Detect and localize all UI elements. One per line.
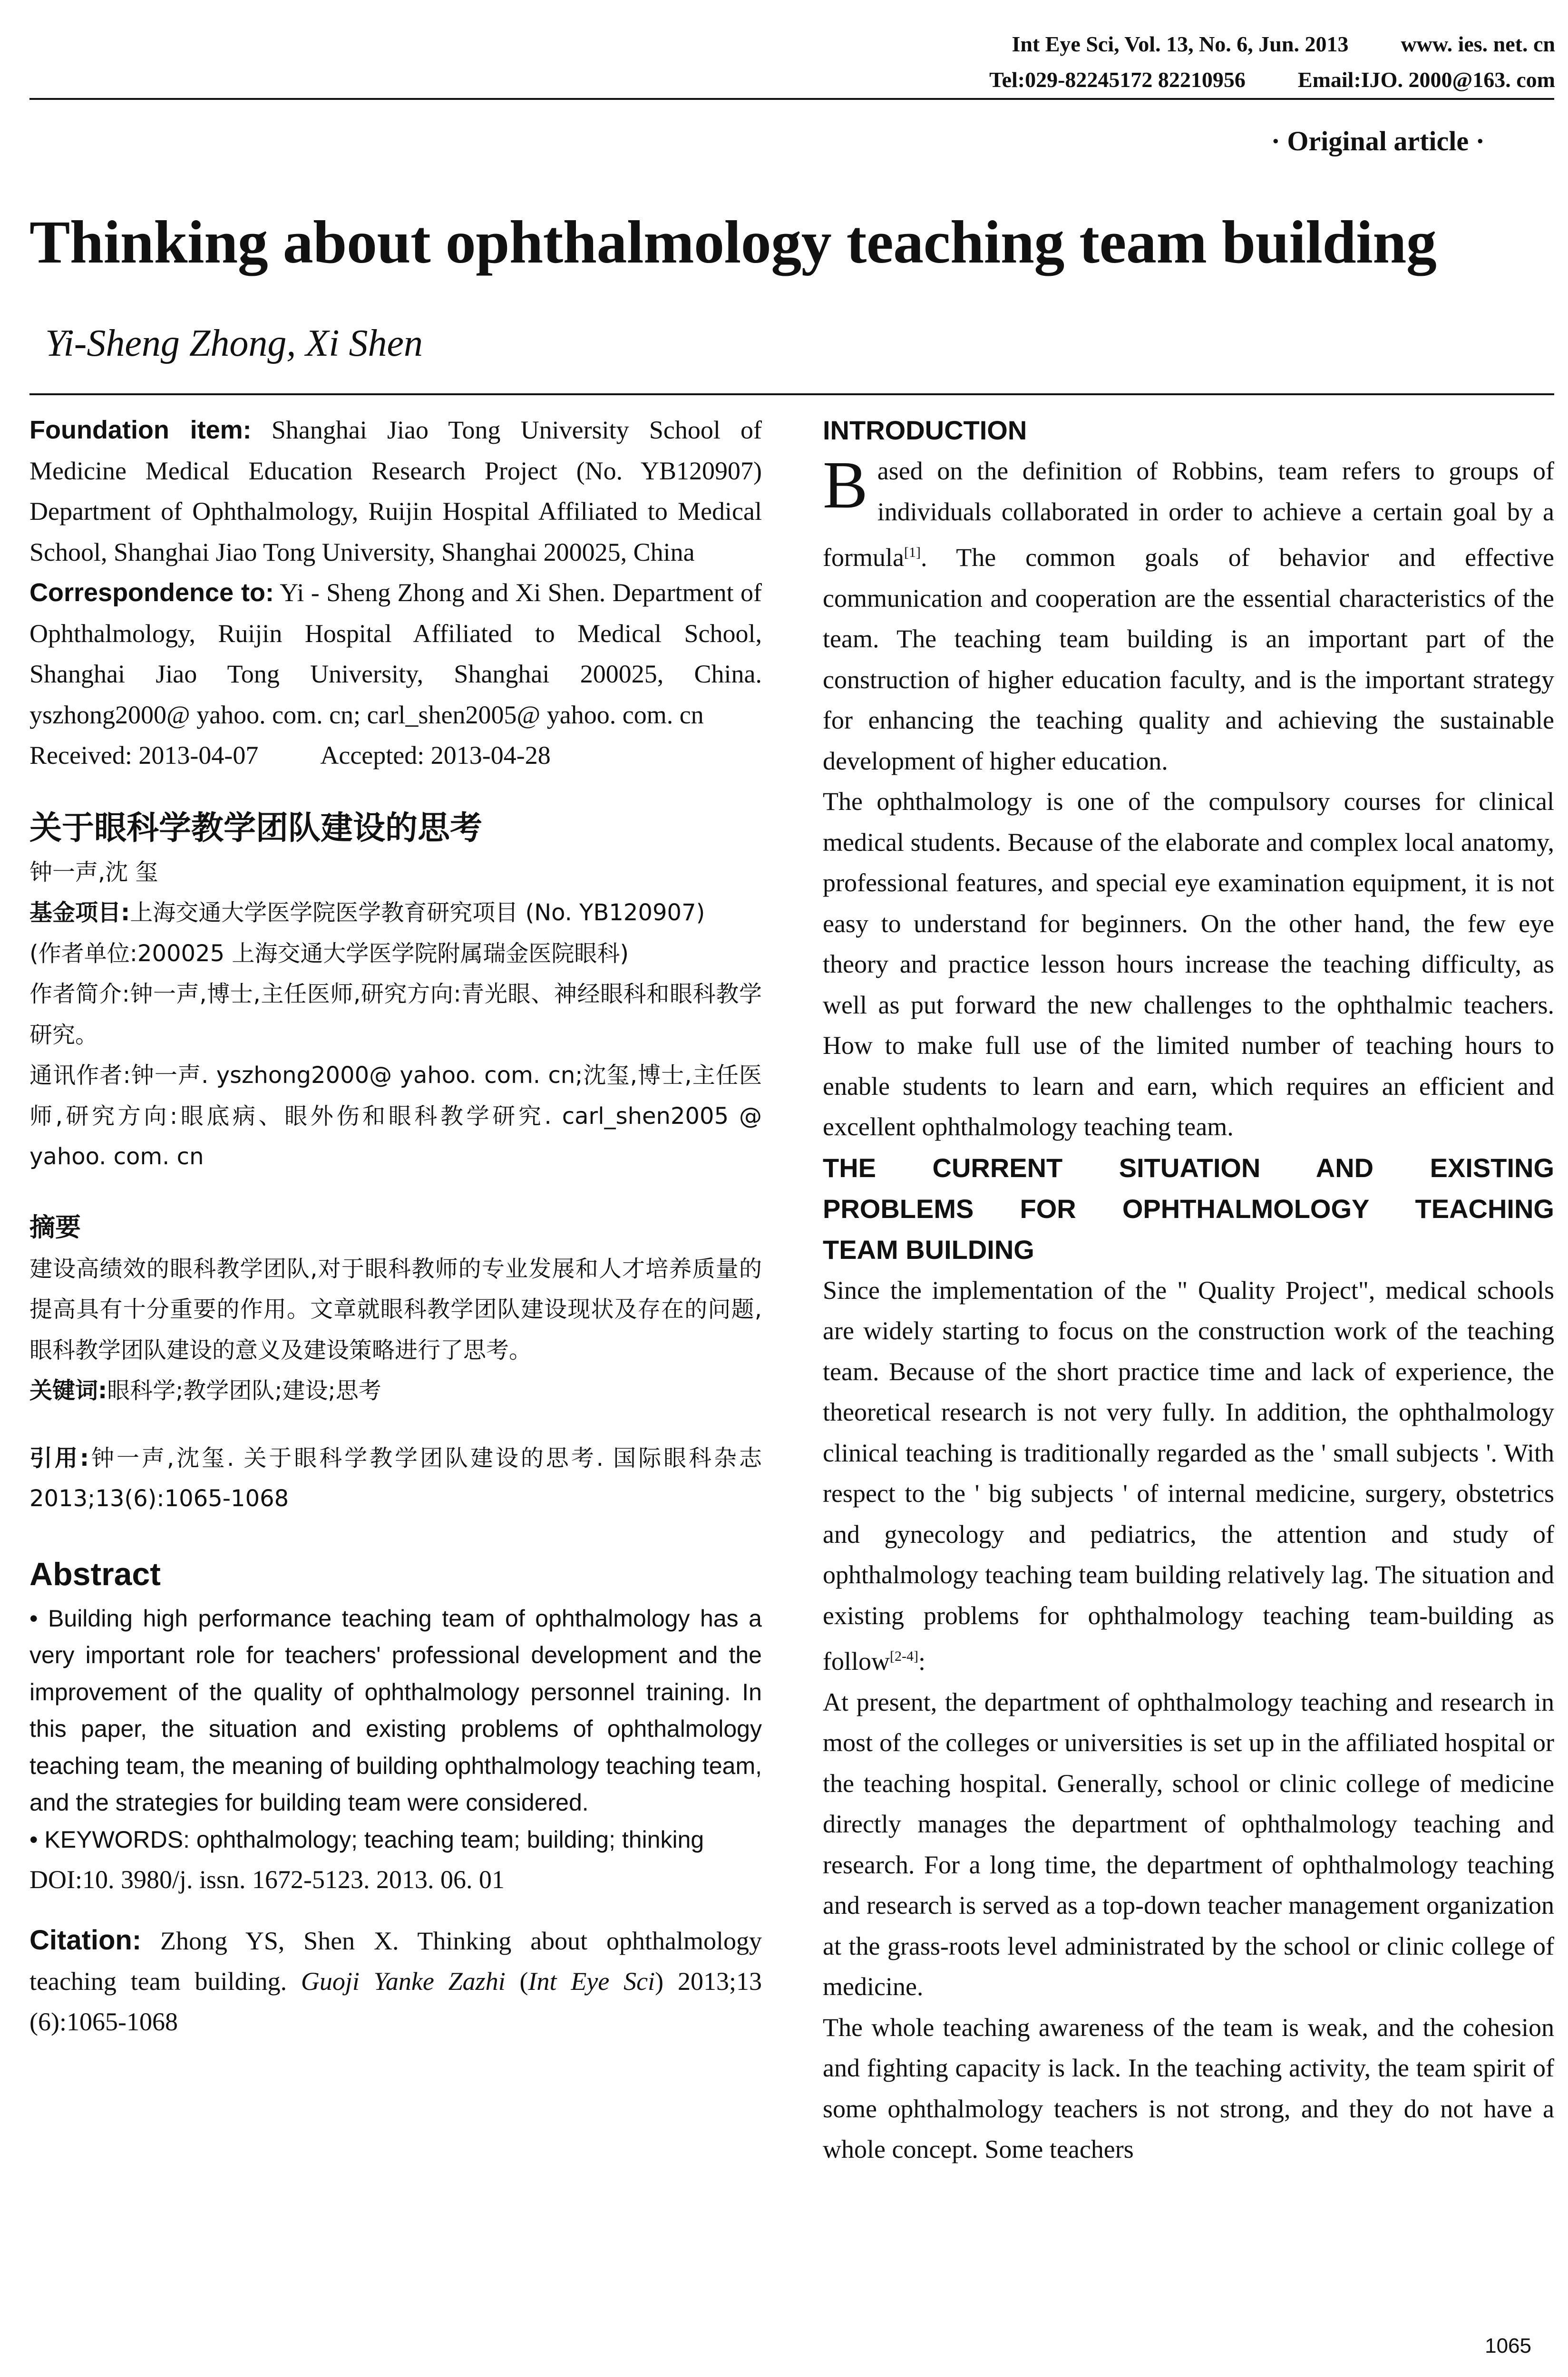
correspondence [29, 573, 762, 735]
intro-p1-text: ased on the definition of Robbins, team refers to groups of individuals collaborated in order to achieve a certain goal by a formula [823, 457, 1554, 572]
article-authors: Yi-Sheng Zhong, Xi Shen [45, 322, 423, 364]
left-column [29, 410, 762, 2042]
zh-keywords-label: 关键词: [29, 1377, 107, 1404]
journal-email: Email:IJO. 2000@163. com [1297, 68, 1555, 92]
citation [29, 1920, 762, 2042]
zh-bio: 作者简介:钟一声,博士,主任医师,研究方向:青光眼、神经眼科和眼科教学研究。 [29, 981, 762, 1048]
zh-fund-label: 基金项目: [29, 899, 130, 926]
ref-2-4: [2-4] [890, 1648, 918, 1664]
header-rule [29, 98, 1554, 100]
journal-website: www. ies. net. cn [1401, 32, 1555, 56]
zh-keywords [29, 1371, 762, 1412]
journal-citation: Int Eye Sci, Vol. 13, No. 6, Jun. 2013 [1012, 32, 1349, 56]
section2-paragraph-3: The whole teaching awareness of the team is weak, and the cohesion and fighting capacity is lack. In the teaching activity, the team spirit of some ophthalmology teachers is not strong, and they do not have a whole concept. Some teachers [823, 2013, 1554, 2163]
zh-affiliation: (作者单位:200025 上海交通大学医学院附属瑞金医院眼科) [29, 940, 629, 967]
intro-heading: INTRODUCTION [823, 415, 1027, 445]
section2-heading-line2: PROBLEMS FOR OPHTHALMOLOGY TEACHING [823, 1193, 1554, 1224]
dates-line [29, 735, 762, 776]
correspondence-label: Correspondence to: [29, 578, 274, 607]
received-date: Received: 2013-04-07 [29, 741, 259, 770]
abstract-heading: Abstract [29, 1556, 161, 1592]
zh-abstract: 建设高绩效的眼科教学团队,对于眼科教师的专业发展和人才培养质量的提高具有十分重要的作用。文章就眼科教学团队建设现状及存在的问题,眼科教学团队建设的意义及建设策略进行了思考。 [29, 1255, 762, 1364]
zh-citation-label: 引用: [29, 1444, 89, 1471]
intro-p1-rest: . The common goals of behavior and effective communication and cooperation are the essential characteristics of the team. The teaching team building is an important part of the construction of higher education faculty, and is the important strategy for enhancing the teaching quality and achieving the sustainable development of higher education. [823, 543, 1554, 775]
section2-paragraph-1 [823, 1270, 1554, 1682]
right-column [823, 410, 1554, 2170]
doi: DOI:10. 3980/j. issn. 1672-5123. 2013. 06. 01 [29, 1865, 505, 1894]
zh-correspondence: 通讯作者:钟一声. yszhong2000@ yahoo. com. cn;沈玺,博士,主任医师,研究方向:眼底病、眼外伤和眼科教学研究. carl_shen2005 @ yahoo. com. cn [29, 1062, 762, 1170]
section2-heading-line3: TEAM BUILDING [823, 1234, 1034, 1265]
zh-citation [29, 1438, 762, 1520]
authors-rule [29, 393, 1554, 395]
article-type: · Original article · [1271, 126, 1485, 156]
accepted-date: Accepted: 2013-04-28 [320, 741, 551, 770]
article-title: Thinking about ophthalmology teaching team building [29, 208, 1437, 276]
abstract-text: • Building high performance teaching team of ophthalmology has a very important role for teachers' professional development and the improvement of the quality of ophthalmology personnel training. In this paper, the situation and existing problems of ophthalmology teaching team, the meaning of building ophthalmology teaching team, and the strategies for building team were considered. [29, 1605, 762, 1816]
foundation-item [29, 410, 762, 573]
citation-post: ) 2013;13 (6):1065-1068 [29, 1967, 762, 2036]
zh-fund-text: 上海交通大学医学院医学教育研究项目 (No. YB120907) [130, 899, 705, 926]
zh-authors: 钟一声,沈 玺 [29, 858, 158, 886]
intro-paragraph-1 [823, 447, 1554, 781]
keywords: • KEYWORDS: ophthalmology; teaching team; building; thinking [29, 1826, 704, 1853]
section2-paragraph-2: At present, the department of ophthalmology teaching and research in most of the colleges or universities is set up in the affiliated hospital or the teaching hospital. Generally, school or clinic college of medicine directly manages the department of ophthalmology teaching and research. For a long time, the department of ophthalmology teaching and research is served as a top-down teacher management organization at the grass-roots level administrated by the school or clinic college of medicine. [823, 1687, 1554, 2001]
sec2-p1-text: Since the implementation of the " Quality Project", medical schools are widely starting to focus on the construction work of the teaching team. Because of the short practice time and lack of experience, the theoretical research is not very fully. In addition, the ophthalmology clinical teaching is traditionally regarded as the ' small subjects '. With respect to the ' big subjects ' of internal medicine, surgery, obstetrics and gynecology and pediatrics, the attention and study of ophthalmology teaching team building relatively lag. The situation and existing problems for ophthalmology teaching team-building as follow [823, 1276, 1554, 1676]
section2-heading-line1: THE CURRENT SITUATION AND EXISTING [823, 1152, 1554, 1183]
citation-abbrev: Int Eye Sci [528, 1967, 655, 1996]
foundation-text: Shanghai Jiao Tong University School of Medicine Medical Education Research Project (No. YB120907) Department of Ophthalmology, Ruijin Hospital Affiliated to Medical School, Shanghai Jiao Tong University, Shanghai 200025, China [29, 416, 762, 566]
journal-tel: Tel:029-82245172 82210956 [989, 68, 1246, 92]
citation-label: Citation: [29, 1925, 142, 1956]
foundation-label: Foundation item: [29, 416, 252, 444]
running-header-line2 [989, 69, 1555, 91]
zh-citation-text: 钟一声,沈玺. 关于眼科学教学团队建设的思考. 国际眼科杂志 2013;13(6):1065-1068 [29, 1444, 762, 1512]
citation-pre: Zhong YS, Shen X. Thinking about ophthalmology teaching team building. [29, 1927, 762, 1996]
zh-abstract-heading: 摘要 [29, 1212, 81, 1242]
ref-1: [1] [904, 545, 921, 560]
page-number: 1065 [1485, 2334, 1531, 2358]
citation-journal: Guoji Yanke Zazhi [301, 1967, 506, 1996]
zh-keywords-text: 眼科学;教学团队;建设;思考 [107, 1377, 381, 1404]
correspondence-text: Yi - Sheng Zhong and Xi Shen. Department of Ophthalmology, Ruijin Hospital Affiliated to Medical School, Shanghai Jiao Tong University, Shanghai 200025, China. yszhong2000@ yahoo. com. cn; carl_shen2005@ yahoo. com. cn [29, 578, 762, 729]
running-header-line1 [1012, 33, 1555, 55]
citation-mid: ( [505, 1967, 528, 1996]
drop-cap: B [823, 447, 868, 522]
sec2-p1-end: : [918, 1647, 925, 1676]
zh-title: 关于眼科学教学团队建设的思考 [29, 809, 483, 847]
zh-fund [29, 893, 762, 934]
intro-paragraph-2: The ophthalmology is one of the compulsory courses for clinical medical students. Because of the elaborate and complex local anatomy, professional features, and special eye examination equipment, it is not easy to understand for beginners. On the other hand, the few eye theory and practice lesson hours increase the teaching difficulty, as well as put forward the new challenges to the ophthalmic teachers. How to make full use of the limited number of teaching hours to enable students to learn and earn, which requires an efficient and excellent ophthalmology teaching team. [823, 787, 1554, 1141]
